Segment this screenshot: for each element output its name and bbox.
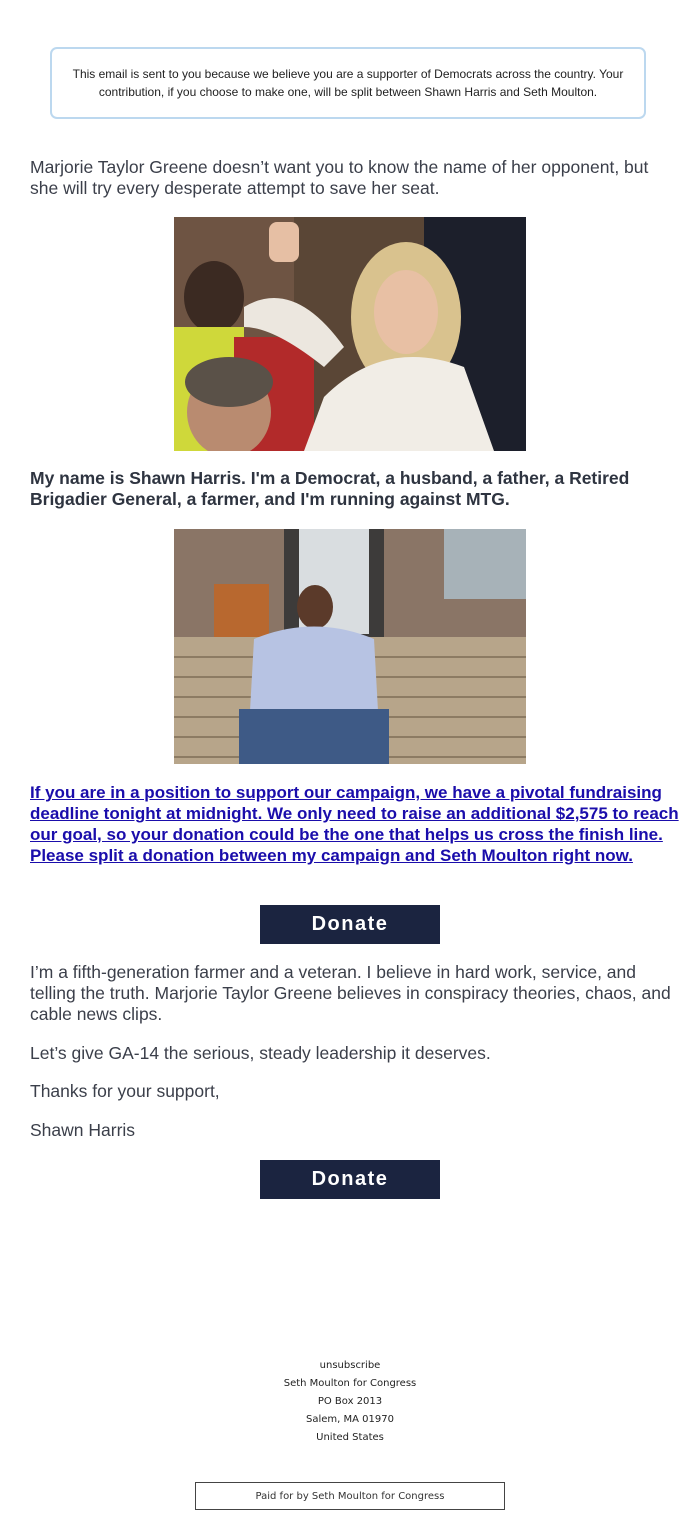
harris-photo	[174, 529, 526, 764]
footer-org: Seth Moulton for Congress	[283, 1378, 417, 1389]
body-paragraph: Let’s give GA-14 the serious, steady leadership it deserves.	[30, 1043, 491, 1063]
disclaimer-box	[50, 47, 646, 119]
footer-country: United States	[316, 1432, 384, 1443]
mtg-photo	[174, 217, 526, 451]
footer	[0, 1357, 700, 1447]
appeal-paragraph	[30, 782, 680, 866]
bio-paragraph: My name is Shawn Harris. I'm a Democrat, a husband, a father, a Retired Brigadier General, a farmer, and I'm running against MTG.	[30, 468, 630, 509]
appeal-link[interactable]: If you are in a position to support our campaign, we have a pivotal fundraising deadline tonight at midnight. We only need to raise an additional $2,575 to reach our goal, so your donation could be the one that helps us cross the finish line. Please split a donation between my campaign and Seth Moulton right now.	[30, 783, 679, 865]
donate-button[interactable]: Donate	[260, 905, 440, 944]
body-paragraph: I’m a fifth-generation farmer and a veteran. I believe in hard work, service, and telling the truth. Marjorie Taylor Greene believes in conspiracy theories, chaos, and cable news clips.	[30, 962, 671, 1024]
disclaimer-text: This email is sent to you because we believe you are a supporter of Democrats across the country. Your contribution, if you choose to make one, will be split between Shawn Harris and Seth Moulton.	[72, 67, 624, 99]
footer-city: Salem, MA 01970	[306, 1414, 394, 1425]
signature: Shawn Harris	[30, 1120, 136, 1140]
paid-for-text: Paid for by Seth Moulton for Congress	[255, 1490, 445, 1502]
footer-po-box: PO Box 2013	[317, 1396, 383, 1407]
paid-for-box	[195, 1482, 505, 1510]
unsubscribe-link[interactable]: unsubscribe	[319, 1360, 381, 1371]
sign-off: Thanks for your support,	[30, 1081, 220, 1101]
intro-paragraph: Marjorie Taylor Greene doesn’t want you to know the name of her opponent, but she will try every desperate attempt to save her seat.	[30, 157, 649, 198]
donate-button-bottom[interactable]: Donate	[260, 1160, 440, 1199]
